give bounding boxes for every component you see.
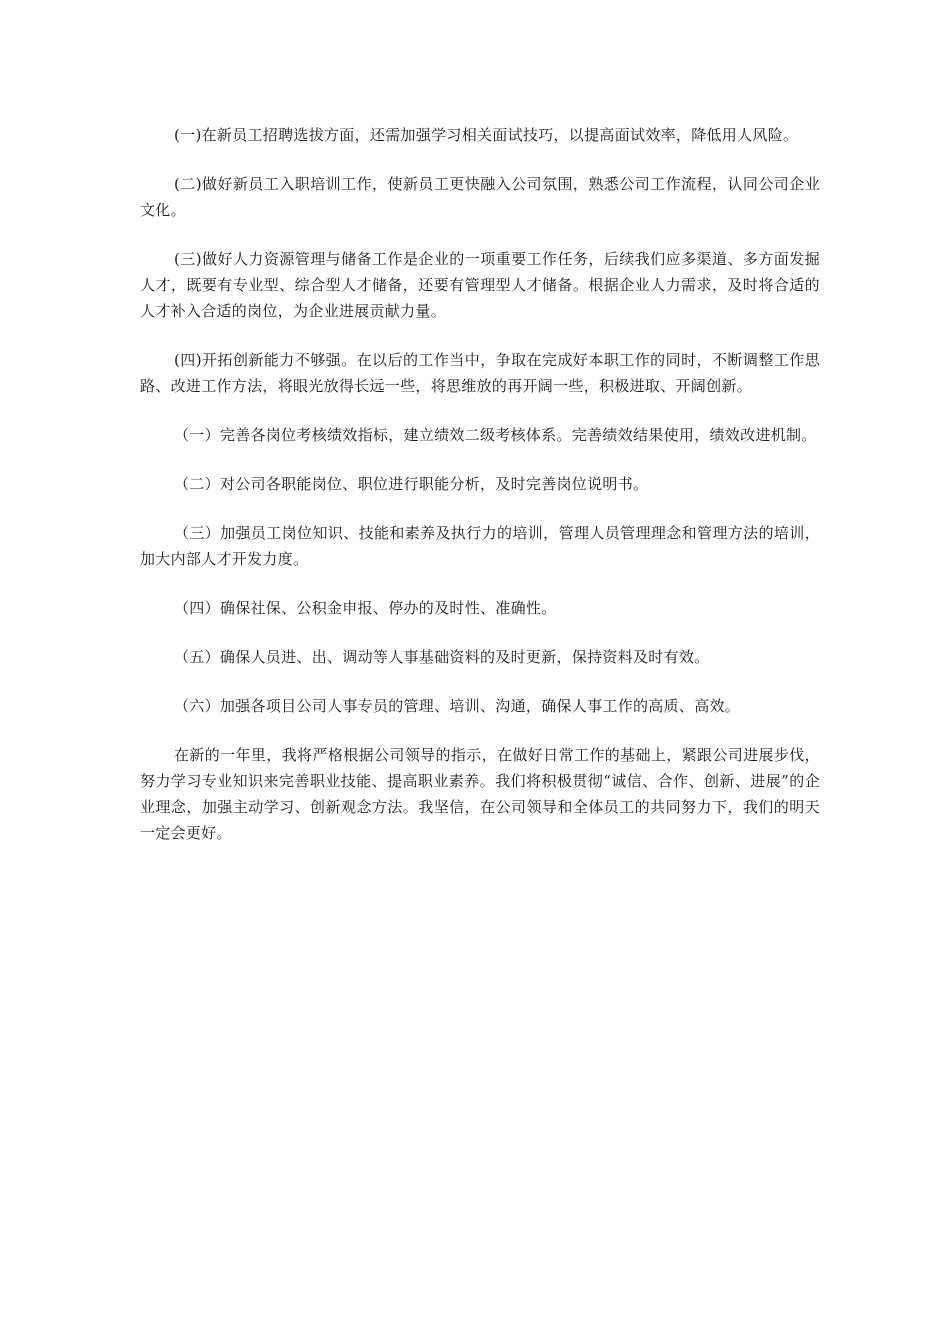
paragraph-9: （五）确保人员进、出、调动等人事基础资料的及时更新，保持资料及时有效。 [174,648,710,666]
paragraph-6: （二）对公司各职能岗位、职位进行职能分析，及时完善岗位说明书。 [174,475,649,493]
paragraph-10: （六）加强各项目公司人事专员的管理、培训、沟通，确保人事工作的高质、高效。 [174,697,741,715]
paragraph-11: 在新的一年里，我将严格根据公司领导的指示，在做好日常工作的基础上，紧跟公司进展步伐，努力学习专业知识来完善职业技能、提高职业素养。我们将积极贯彻“诚信、合作、创新、进展”的企业理念，加强主动学习、创新观念方法。我坚信，在公司领导和全体员工的共同努力下，我们的明天一定会更好。 [140,746,820,842]
paragraph-8: （四）确保社保、公积金申报、停办的及时性、准确性。 [174,599,557,617]
document-body [140,122,820,869]
paragraph-2: (二)做好新员工入职培训工作，使新员工更快融入公司氛围，熟悉公司工作流程，认同公司企业文化。 [140,175,820,219]
paragraph-3: (三)做好人力资源管理与储备工作是企业的一项重要工作任务，后续我们应多渠道、多方面发掘人才，既要有专业型、综合型人才储备，还要有管理型人才储备。根据企业人力需求，及时将合适的人才补入合适的岗位，为企业进展贡献力量。 [140,250,820,320]
paragraph-4: (四)开拓创新能力不够强。在以后的工作当中，争取在完成好本职工作的同时，不断调整工作思路、改进工作方法，将眼光放得长远一些，将思维放的再开阔一些，积极进取、开阔创新。 [140,351,820,395]
paragraph-1: (一)在新员工招聘选拔方面，还需加强学习相关面试技巧，以提高面试效率，降低用人风险。 [174,126,799,144]
paragraph-5: （一）完善各岗位考核绩效指标，建立绩效二级考核体系。完善绩效结果使用，绩效改进机制。 [174,426,817,444]
paragraph-7: （三）加强员工岗位知识、技能和素养及执行力的培训，管理人员管理理念和管理方法的培训，加大内部人才开发力度。 [140,524,820,568]
